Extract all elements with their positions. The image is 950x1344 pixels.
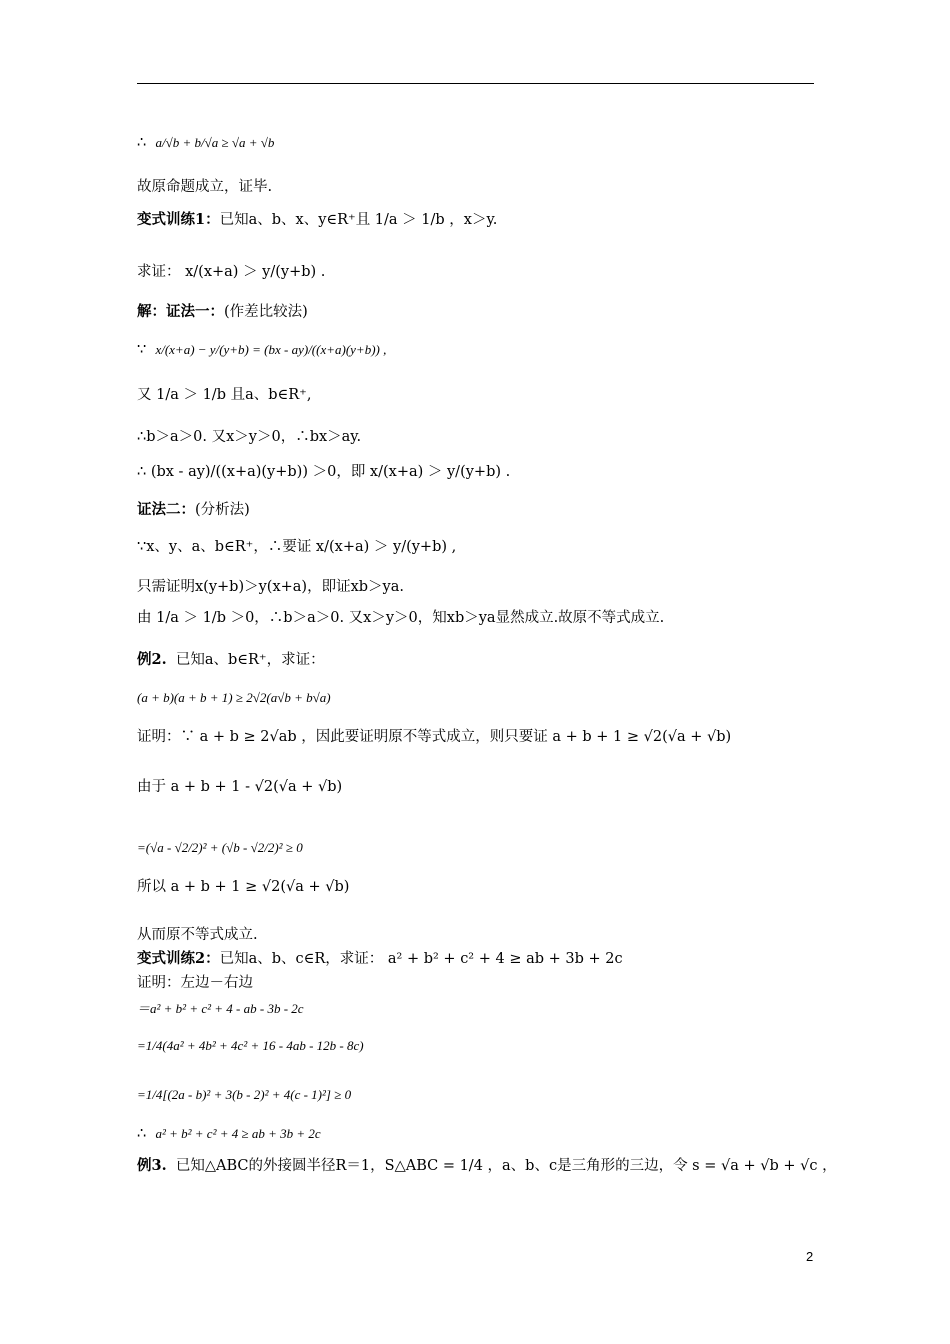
line-7: 又 1/a ＞ 1/b 且a、b∈R⁺, — [137, 387, 312, 403]
line-9: ∴ (bx - ay)/((x+a)(y+b)) ＞0，即 x/(x+a) ＞ y/(y+b) . — [137, 464, 511, 480]
line-2: 故原命题成立，证毕. — [137, 179, 273, 195]
line-12: 只需证明x(y+b)＞y(x+a)，即证xb＞ya. — [137, 579, 404, 595]
line-23: ＝a² + b² + c² + 4 - ab - 3b - 2c — [137, 1001, 304, 1016]
line-26: ∴ a² + b² + c² + 4 ≥ ab + 3b + 2c — [137, 1126, 321, 1142]
line-22: 证明：左边－右边 — [137, 975, 253, 991]
line-21: 变式训练2：已知a、b、c∈R，求证： a² + b² + c² + 4 ≥ ab + 3b + 2c — [137, 950, 623, 967]
line-14: 例2. 已知a、b∈R⁺，求证： — [137, 651, 325, 668]
line-16: 证明：∵ a + b ≥ 2√ab ，因此要证明原不等式成立，则只要证 a + b + 1 ≥ √2(√a + √b) — [137, 729, 732, 745]
line-4: 求证： x/(x+a) ＞ y/(y+b) . — [137, 264, 326, 280]
header-rule — [137, 83, 814, 84]
line-8: ∴b＞a＞0. 又x＞y＞0，∴bx＞ay. — [137, 429, 362, 445]
line-19: 所以 a + b + 1 ≥ √2(√a + √b) — [137, 879, 350, 895]
line-17: 由于 a + b + 1 - √2(√a + √b) — [137, 779, 343, 795]
line-3: 变式训练1：已知a、b、x、y∈R⁺且 1/a ＞ 1/b ，x＞y. — [137, 211, 498, 228]
line-25: =1/4[(2a - b)² + 3(b - 2)² + 4(c - 1)²] ≥ 0 — [137, 1087, 352, 1102]
line-1: ∴ a/√b + b/√a ≥ √a + √b — [137, 135, 275, 151]
page-number: 2 — [806, 1249, 814, 1264]
line-24: =1/4(4a² + 4b² + 4c² + 16 - 4ab - 12b - 8c) — [137, 1038, 364, 1053]
line-15: (a + b)(a + b + 1) ≥ 2√2(a√b + b√a) — [137, 690, 331, 705]
line-13: 由 1/a ＞ 1/b ＞0，∴b＞a＞0. 又x＞y＞0，知xb＞ya显然成立.故原不等式成立. — [137, 610, 665, 626]
line-11: ∵x、y、a、b∈R⁺，∴要证 x/(x+a) ＞ y/(y+b) , — [137, 539, 457, 555]
line-6: ∵ x/(x+a) − y/(y+b) = (bx - ay)/((x+a)(y+b)) , — [137, 342, 387, 358]
line-27: 例3. 已知△ABC的外接圆半径R＝1，S△ABC = 1/4 ，a、b、c是三角形的三边，令 s = √a + √b + √c ， — [137, 1157, 837, 1174]
line-5: 解：证法一：(作差比较法) — [137, 303, 308, 320]
line-20: 从而原不等式成立. — [137, 927, 258, 943]
line-18: =(√a - √2/2)² + (√b - √2/2)² ≥ 0 — [137, 840, 303, 855]
line-10: 证法二：(分析法) — [137, 501, 250, 518]
